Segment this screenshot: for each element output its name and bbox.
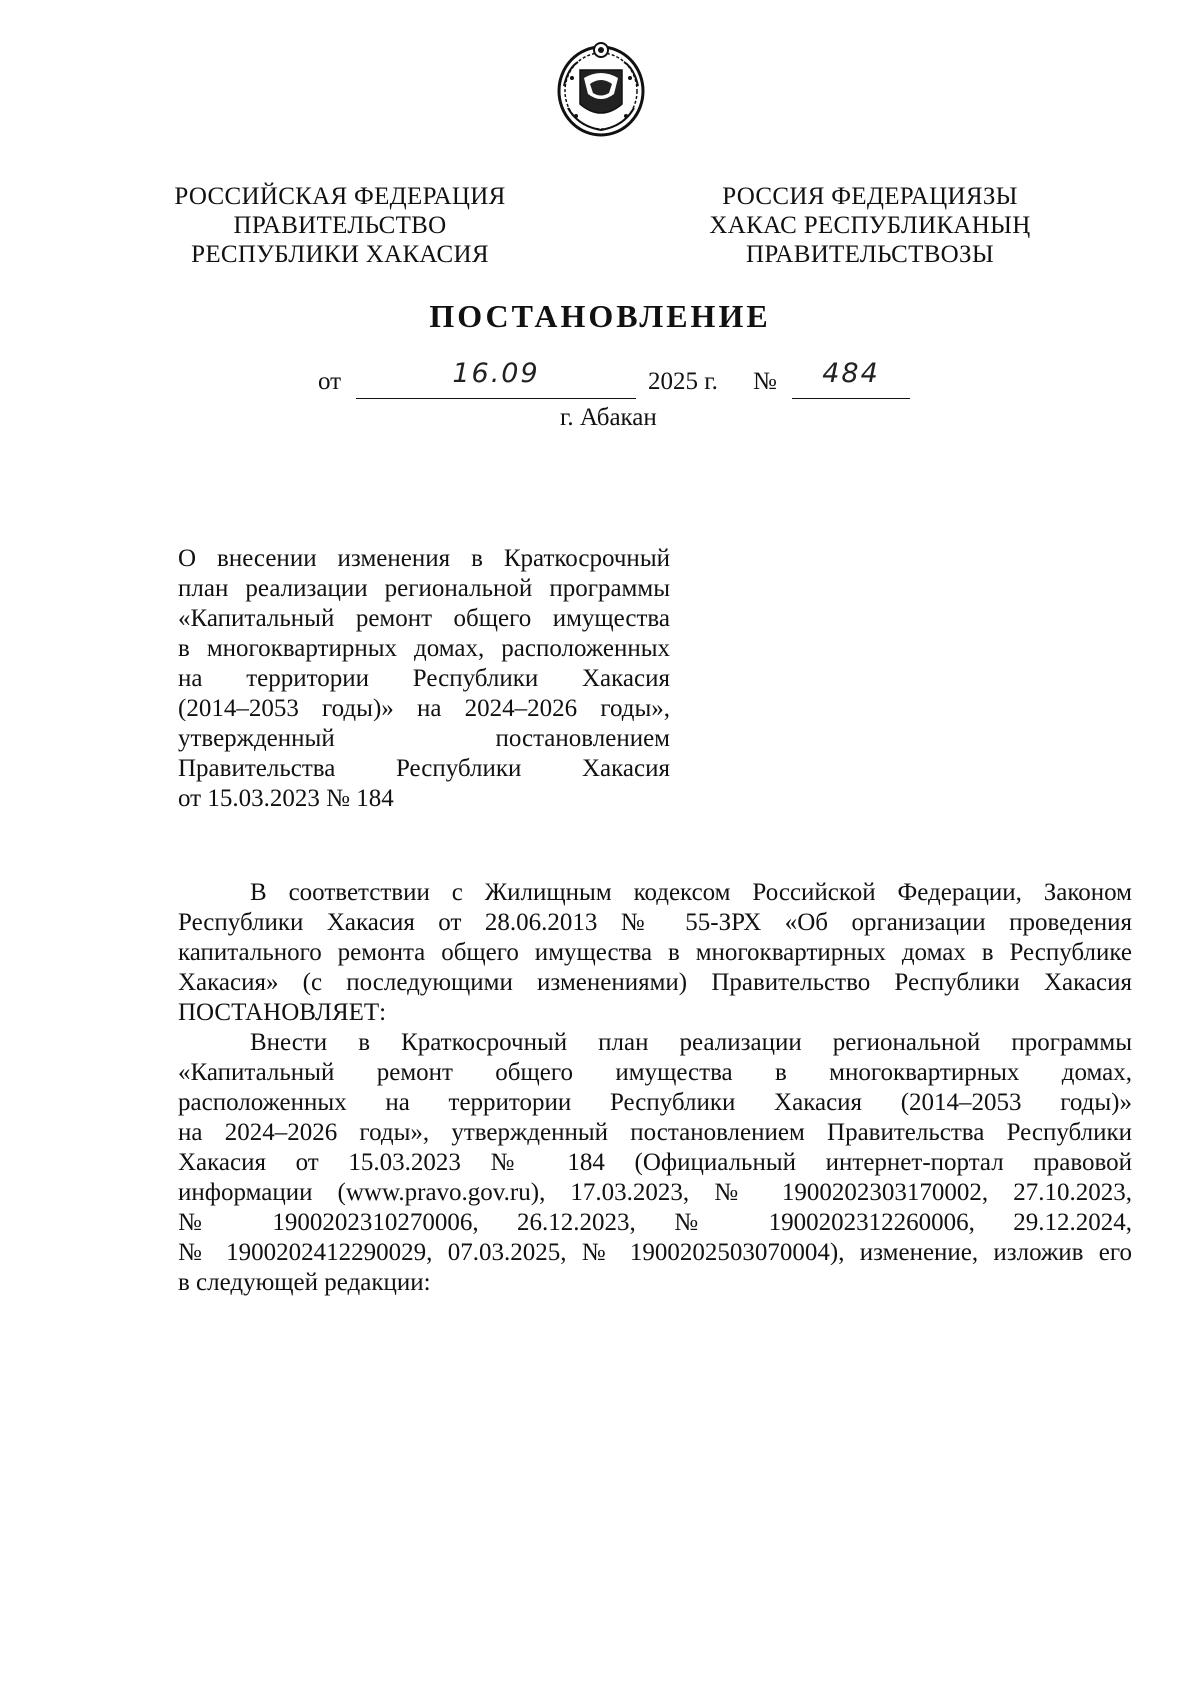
header-right-khakas [700, 182, 1040, 269]
subject-line: на территории Республики Хакасия [178, 665, 670, 692]
document-number-field [792, 358, 910, 399]
body-line: ПОСТАНОВЛЯЕТ: [178, 999, 387, 1026]
subject-line: «Капитальный ремонт общего имущества [178, 605, 670, 632]
header-left-line-1: РОССИЙСКАЯ ФЕДЕРАЦИЯ [174, 183, 506, 210]
subject-line: утвержденный постановлением [178, 725, 670, 752]
subject-line: в многоквартирных домах, расположенных [178, 635, 670, 662]
handwritten-date: 16.09 [452, 358, 540, 389]
year-label: 2025 г. [648, 368, 718, 395]
body-line: расположенных на территории Республики Хакасия (2014–2053 годы)» [178, 1089, 1132, 1116]
date-prefix-label: от [318, 368, 342, 395]
header-left-russian [170, 182, 510, 269]
body-paragraph-2 [178, 1028, 1132, 1298]
document-body [178, 878, 1132, 1298]
document-type-title: ПОСТАНОВЛЕНИЕ [429, 298, 771, 334]
handwritten-number: 484 [822, 358, 880, 389]
body-line: Внести в Краткосрочный план реализации региональной программы [250, 1029, 1132, 1056]
body-line: № 1900202412290029, 07.03.2025, № 1900202503070004), изменение, изложив его [178, 1239, 1132, 1266]
city-label: г. Абакан [560, 404, 657, 431]
subject-line: от 15.03.2023 № 184 [178, 785, 394, 812]
body-paragraph-1 [178, 878, 1132, 1028]
body-line: Хакасия» (с последующими изменениями) Правительство Республики Хакасия [178, 969, 1132, 996]
body-line: капитального ремонта общего имущества в многоквартирных домах в Республике [178, 939, 1132, 966]
subject-line: план реализации региональной программы [178, 575, 670, 602]
body-line: «Капитальный ремонт общего имущества в многоквартирных домах, [178, 1059, 1132, 1086]
subject-line: (2014–2053 годы)» на 2024–2026 годы», [178, 695, 670, 722]
header-right-line-3: ПРАВИТЕЛЬСТВОЗЫ [746, 241, 994, 268]
document-subject [178, 544, 670, 814]
subject-line: Правительства Республики Хакасия [178, 755, 670, 782]
number-sign-label: № [753, 368, 777, 395]
subject-line: О внесении изменения в Краткосрочный [178, 545, 670, 572]
body-line: № 1900202310270006, 26.12.2023, № 1900202312260006, 29.12.2024, [178, 1209, 1132, 1236]
date-field [356, 358, 636, 399]
header-right-line-1: РОССИЯ ФЕДЕРАЦИЯЗЫ [722, 183, 1018, 210]
body-line: информации (www.pravo.gov.ru), 17.03.2023, № 1900202303170002, 27.10.2023, [178, 1179, 1132, 1206]
body-line: Хакасия от 15.03.2023 № 184 (Официальный интернет-портал правовой [178, 1149, 1132, 1176]
body-line: в следующей редакции: [178, 1269, 431, 1296]
header-left-line-2: ПРАВИТЕЛЬСТВО [233, 212, 447, 239]
header-right-line-2: ХАКАС РЕСПУБЛИКАНЫҢ [709, 212, 1031, 239]
header-left-line-3: РЕСПУБЛИКИ ХАКАСИЯ [191, 241, 489, 268]
body-line: Республики Хакасия от 28.06.2013 № 55-ЗРХ «Об организации проведения [178, 909, 1132, 936]
coat-of-arms-emblem-icon [554, 38, 648, 140]
body-line: В соответствии с Жилищным кодексом Российской Федерации, Законом [250, 879, 1132, 906]
body-line: на 2024–2026 годы», утвержденный постановлением Правительства Республики [178, 1119, 1132, 1146]
